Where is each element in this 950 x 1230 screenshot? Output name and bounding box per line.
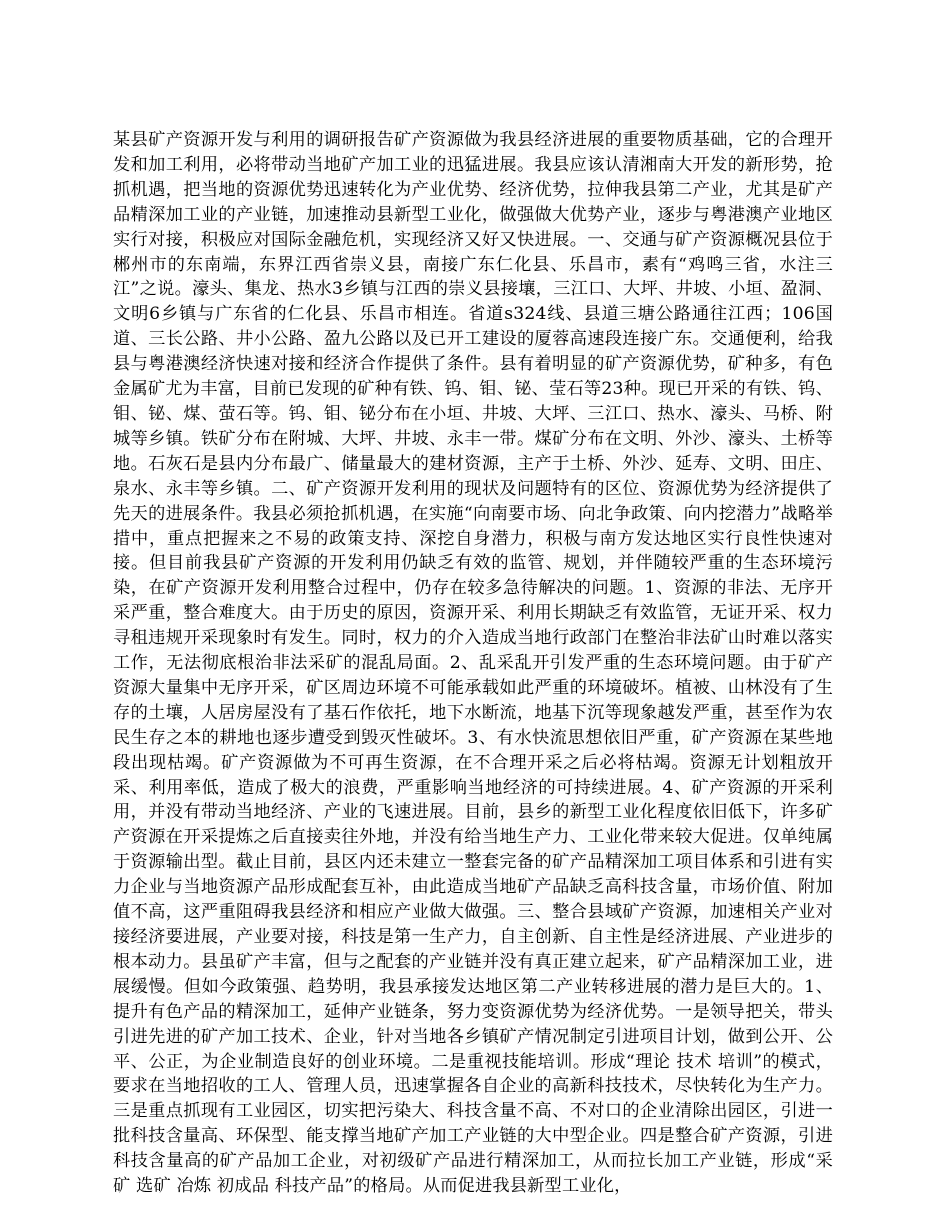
document-body-text: 某县矿产资源开发与利用的调研报告矿产资源做为我县经济进展的重要物质基础，它的合理开发和加工利用，必将带动当地矿产加工业的迅猛进展。我县应该认清湘南大开发的新形势，抢抓机遇，把当地的资源优势迅速转化为产业优势、经济优势，拉伸我县第二产业，尤其是矿产品精深加工业的产业链，加速推动县新型工业化，做强做大优势产业，逐步与粤港澳产业地区实行对接，积极应对国际金融危机，实现经济又好又快进展。一、交通与矿产资源概况县位于郴州市的东南端，东界江西省崇义县，南接广东仁化县、乐昌市，素有“鸡鸣三省，水注三江”之说。濠头、集龙、热水3乡镇与江西的崇义县接壤，三江口、大坪、井坡、小垣、盈洞、文明6乡镇与广东省的仁化县、乐昌市相连。省道s324线、县道三塘公路通往江西；106国道、三长公路、井小公路、盈九公路以及已开工建设的厦蓉高速段连接广东。交通便利，给我县与粤港澳经济快速对接和经济合作提供了条件。县有着明显的矿产资源优势，矿种多，有色金属矿尤为丰富，目前已发现的矿种有铁、钨、钼、铋、莹石等23种。现已开采的有铁、钨、钼、铋、煤、萤石等。钨、钼、铋分布在小垣、井坡、大坪、三江口、热水、濠头、马桥、附城等乡镇。铁矿分布在附城、大坪、井坡、永丰一带。煤矿分布在文明、外沙、濠头、土桥等地。石灰石是县内分布最广、储量最大的建材资源，主产于土桥、外沙、延寿、文明、田庄、泉水、永丰等乡镇。二、矿产资源开发利用的现状及问题特有的区位、资源优势为经济提供了先天的进展条件。我县必须抢抓机遇，在实施“向南要市场、向北争政策、向内挖潜力”战略举措中，重点把握来之不易的政策支持、深挖自身潜力，积极与南方发达地区实行良性快速对接。但目前我县矿产资源的开发利用仍缺乏有效的监管、规划，并伴随较严重的生态环境污染，在矿产资源开发利用整合过程中，仍存在较多急待解决的问题。1、资源的非法、无序开采严重，整合难度大。由于历史的原因，资源开采、利用长期缺乏有效监管，无证开采、权力寻租违规开采现象时有发生。同时，权力的介入造成当地行政部门在整治非法矿山时难以落实工作，无法彻底根治非法采矿的混乱局面。2、乱采乱开引发严重的生态环境问题。由于矿产资源大量集中无序开采，矿区周边环境不可能承载如此严重的环境破坏。植被、山林没有了生存的土壤，人居房屋没有了基石作依托，地下水断流，地基下沉等现象越发严重，甚至作为农民生存之本的耕地也逐步遭受到毁灭性破坏。3、有水快流思想依旧严重，矿产资源在某些地段出现枯竭。矿产资源做为不可再生资源，在不合理开采之后必将枯竭。资源无计划粗放开采、利用率低，造成了极大的浪费，严重影响当地经济的可持续进展。4、矿产资源的开采利用，并没有带动当地经济、产业的飞速进展。目前，县乡的新型工业化程度依旧低下，许多矿产资源在开采提炼之后直接卖往外地，并没有给当地生产力、工业化带来较大促进。仅单纯属于资源输出型。截止目前，县区内还未建立一整套完备的矿产品精深加工项目体系和引进有实力企业与当地资源产品形成配套互补，由此造成当地矿产品缺乏高科技含量，市场价值、附加值不高，这严重阻碍我县经济和相应产业做大做强。三、整合县域矿产资源，加速相关产业对接经济要进展，产业要对接，科技是第一生产力，自主创新、自主性是经济进展、产业进步的根本动力。县虽矿产丰富，但与之配套的产业链并没有真正建立起来，矿产品精深加工业，进展缓慢。但如今政策强、趋势明，我县承接发达地区第二产业转移进展的潜力是巨大的。1、提升有色产品的精深加工，延伸产业链条，努力变资源优势为经济优势。一是领导把关，带头引进先进的矿产加工技术、企业，针对当地各乡镇矿产情况制定引进项目计划，做到公开、公平、公正，为企业制造良好的创业环境。二是重视技能培训。形成“理论 技术 培训”的模式，要求在当地招收的工人、管理人员，迅速掌握各自企业的高新科技技术，尽快转化为生产力。三是重点抓现有工业园区，切实把污染大、科技含量不高、不对口的企业清除出园区，引进一批科技含量高、环保型、能支撑当地矿产加工产业链的大中型企业。四是整合矿产资源，引进科技含量高的矿产品加工企业，对初级矿产品进行精深加工，从而拉长加工产业链，形成“采矿 选矿 冶炼 初成品 科技产品”的格局。从而促进我县新型工业化，	[113, 130, 833, 1197]
